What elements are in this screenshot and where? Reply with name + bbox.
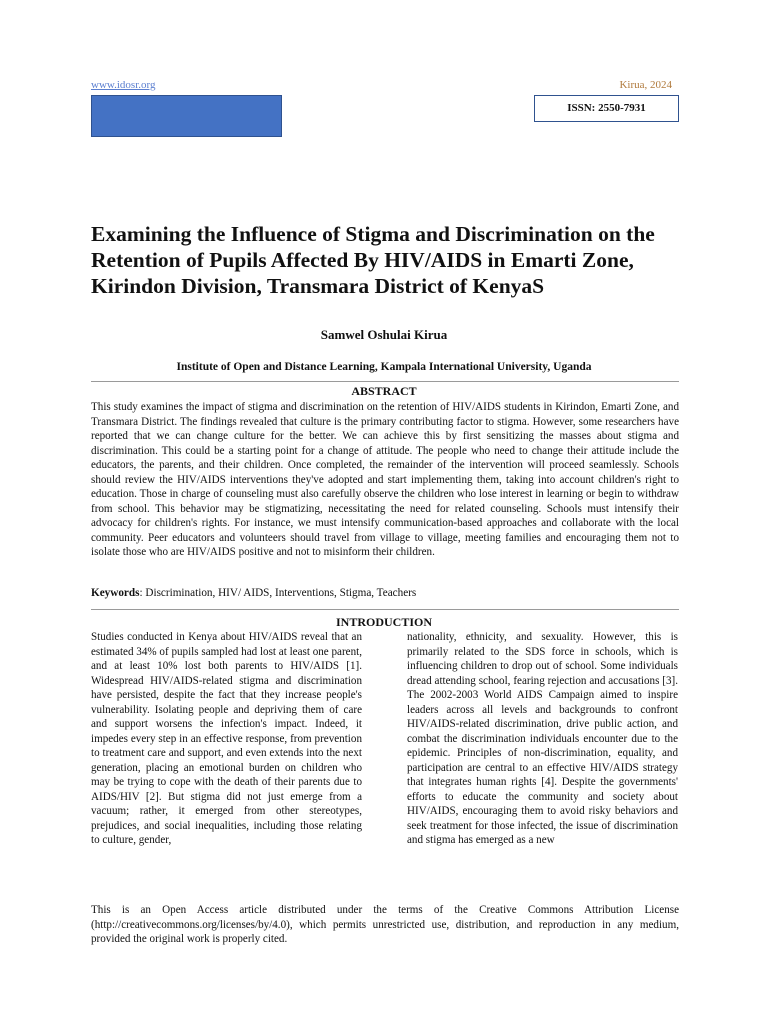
- author-affiliation: Institute of Open and Distance Learning, Kampala International University, Uganda: [176, 361, 592, 373]
- license-notice: This is an Open Access article distributed under the terms of the Creative Commons Attribution License (http://creativecommons.org/licenses/by/4.0), which permits unrestricted use, distribution, and reproduction in any medium, provided the original work is properly cited.: [91, 904, 679, 945]
- abstract-top-divider: [91, 381, 679, 382]
- introduction-right-column: nationality, ethnicity, and sexuality. However, this is primarily related to the SDS force in schools, which is influencing children to drop out of school. Some individuals dread attending school, fearing rejection and accusations [3]. The 2002-2003 World AIDS Campaign aimed to inspire leaders across all levels and backgrounds to confront HIV/AIDS-related discrimination, drive public action, and combat the discrimination individuals encounter due to the epidemic. Principles of non-discrimination, equality, and participation are central to an effective HIV/AIDS strategy that integrates human rights [4]. Despite the governments' efforts to educate the community and society about HIV/AIDS, encouraging them to avoid risky behaviors and seek treatment for those infected, the issue of discrimination and stigma has emerged as a new: [407, 631, 678, 846]
- keywords-list: : Discrimination, HIV/ AIDS, Interventions, Stigma, Teachers: [139, 587, 417, 599]
- abstract-heading: ABSTRACT: [351, 384, 417, 398]
- introduction-left-column: Studies conducted in Kenya about HIV/AIDS reveal that an estimated 34% of pupils sampled had lost at least one parent, and at least 10% lost both parents to HIV/AIDS [1]. Widespread HIV/AIDS-related stigma and discrimination have persisted, despite the fact that they increase people's vulnerability. Isolating people and depriving them of care and support worsens the infection's impact. Indeed, it impedes every step in an effective response, from prevention to treatment care and support, and even extends into the next generation, placing an emotional burden on children who may be trying to cope with the death of their parents due to AIDS/HIV [2]. But stigma did not just emerge from a vacuum; rather, it emerged from other stereotypes, prejudices, and social inequalities, including those relating to culture, gender,: [91, 631, 362, 846]
- author-name: Samwel Oshulai Kirua: [320, 327, 448, 342]
- keywords-line: [91, 587, 679, 599]
- keywords-label: Keywords: [91, 587, 140, 599]
- introduction-top-divider: [91, 609, 679, 610]
- paper-title: Examining the Influence of Stigma and Discrimination on the Retention of Pupils Affected By HIV/AIDS in Emarti Zone, Kirindon Division, Transmara District of KenyaS: [91, 222, 655, 298]
- author-year-label: Kirua, 2024: [619, 79, 672, 91]
- introduction-heading: INTRODUCTION: [335, 615, 432, 629]
- abstract-text: This study examines the impact of stigma and discrimination on the retention of HIV/AIDS students in Kirindon, Emarti Zone, and Transmara District. The findings revealed that culture is the primary contributing factor to stigma. However, some researchers have reported that we can change culture for the better. We can achieve this by first sensitizing the masses about stigma and discrimination. This could be a starting point for a change of attitude. The people who need to change their attitude include the educators, the parents, and their children. Once completed, the remainder of the intervention will proceed seamlessly. Schools should review the HIV/AIDS interventions they've adopted and start implementing them, taking into account children's right to education. Those in charge of counseling must also carefully observe the children who lose interest in learning or begin to withdraw from school. This behavior may be stigmatizing, necessitating the need for related counseling. Schools must intensify their advocacy for children's rights. For instance, we must intensify communication-based approaches and collaborate with the local community. Peer educators and volunteers should travel from village to village, meeting families and encouraging them not to isolate those who are HIV/AIDS positive and not to misinform their children.: [91, 401, 679, 558]
- journal-url-link[interactable]: www.idosr.org: [91, 79, 156, 91]
- journal-logo-box: [91, 95, 282, 137]
- issn-box: ISSN: 2550-7931: [534, 95, 679, 122]
